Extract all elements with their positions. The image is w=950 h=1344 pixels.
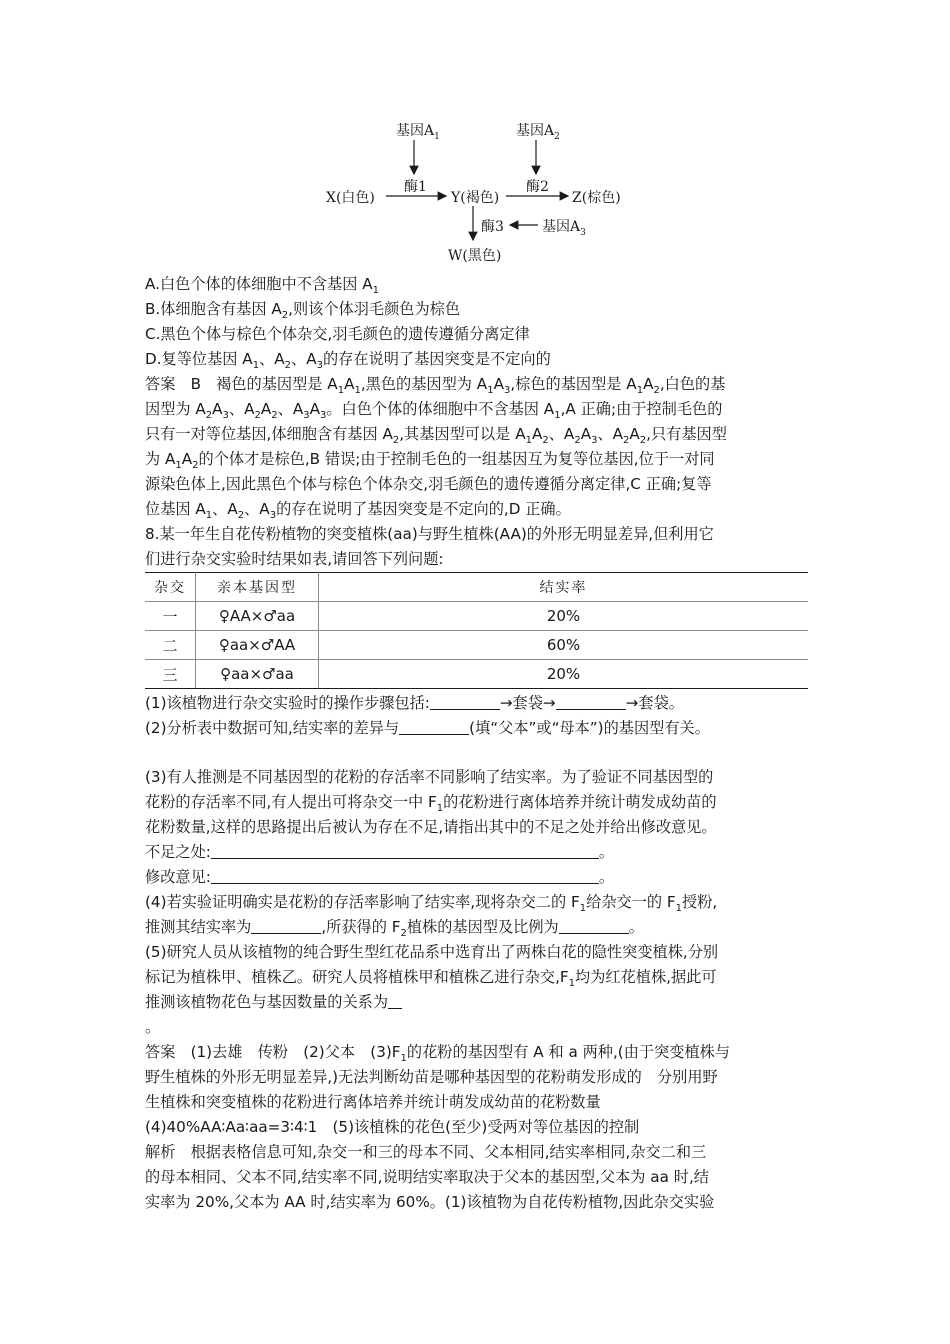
answer8-line3: 生植株和突变植株的花粉进行离体培养并统计萌发成幼苗的花粉数量	[145, 1093, 601, 1111]
enzyme3-label: 酶3	[481, 219, 504, 235]
answer7-line3: 只有一对等位基因,体细胞含有基因 $A_2$,其基因型可以是 $A_1A_2$、$A_2A_3$、$A_2A_2$,只有基因型	[145, 425, 727, 447]
q8-part5-line1: (5)研究人员从该植物的纯合野生型红花品系中选育出了两株白花的隐性突变植株,分别	[145, 943, 719, 961]
gene-pathway-diagram	[320, 112, 640, 272]
q8-part5-line2: 标记为植株甲、植株乙。研究人员将植株甲和植株乙进行杂交$,F_1$均为红花植株,据此可	[145, 968, 717, 990]
cell-genotype: ♀aa×♂AA	[196, 631, 319, 660]
answer7-line4: 为 $A_1A_2$的个体才是棕色,B 错误;由于控制毛色的一组基因互为复等位基因,位于一对同	[145, 450, 715, 472]
q8-part1: (1)该植物进行杂交实验时的操作步骤包括: →套袋→ →套袋。	[145, 694, 684, 712]
answer-blank[interactable]	[399, 718, 469, 735]
gene-a1-label: 基因$A_1$	[396, 123, 440, 142]
answer8-line2: 野生植株的外形无明显差异,)无法判断幼苗是哪种基因型的花粉萌发形成的 分别用野	[145, 1068, 718, 1086]
q8-part2: (2)分析表中数据可知,结实率的差异与 (填“父本”或“母本”)的基因型有关。	[145, 719, 710, 737]
table-row	[145, 660, 808, 689]
cell-cross: 一	[145, 602, 196, 631]
q8-part3-line2: 花粉的存活率不同,有人提出可将杂交一中 $F_1$的花粉进行离体培养并统计萌发成幼苗的	[145, 793, 717, 815]
w-black-label: W(黑色)	[448, 248, 502, 264]
cell-rate: 60%	[319, 631, 809, 660]
q8-part3-line1: (3)有人推测是不同基因型的花粉的存活率不同影响了结实率。为了验证不同基因型的	[145, 768, 714, 786]
gene-a2-label: 基因$A_2$	[516, 123, 560, 142]
enzyme1-label: 酶1	[404, 179, 427, 195]
answer-blank[interactable]	[251, 917, 321, 934]
enzyme2-label: 酶2	[526, 179, 549, 195]
q8-part4-line2: 推测其结实率为 ,所获得的 $F_2$植株的基因型及比例为 。	[145, 918, 644, 940]
y-brown-label: Y(褐色)	[451, 190, 500, 206]
q8-part3-line3: 花粉数量,这样的思路提出后被认为存在不足,请指出其中的不足之处并给出修改意见。	[145, 818, 717, 836]
cell-genotype: ♀AA×♂aa	[196, 602, 319, 631]
answer8-line1: 答案 (1)去雄 传粉 (2)父本 $(3)F_1$的花粉的基因型有 A 和 a 两种,(由于突变植株与	[145, 1043, 731, 1065]
cell-rate: 20%	[319, 660, 809, 689]
cell-cross: 二	[145, 631, 196, 660]
header-parent-genotype: 亲本基因型	[196, 573, 319, 602]
q8-stem-line2: 们进行杂交实验时结果如表,请回答下列问题:	[145, 550, 444, 568]
answer-blank[interactable]	[388, 992, 402, 1009]
q8-part3-suggestion: 修改意见: 。	[145, 868, 615, 886]
option-b: B.体细胞含有基因 $A_2$,则该个体羽毛颜色为棕色	[145, 300, 461, 322]
explanation-line1: 解析 根据表格信息可知,杂交一和三的母本不同、父本相同,结实率相同,杂交二和三	[145, 1143, 707, 1161]
q8-part5-line4: 。	[145, 1018, 161, 1036]
cell-genotype: ♀aa×♂aa	[196, 660, 319, 689]
table-header-row	[145, 573, 808, 602]
option-c: C.黑色个体与棕色个体杂交,羽毛颜色的遗传遵循分离定律	[145, 325, 530, 343]
table-row	[145, 631, 808, 660]
gene-a3-label: 基因$A_3$	[542, 219, 586, 238]
shortcoming-blank[interactable]	[211, 842, 599, 859]
answer7-line1: 答案 B 褐色的基因型是 $A_1A_1$,黑色的基因型为 $A_1A_3$,棕色的基因型是 $A_1A_2$,白色的基	[145, 375, 726, 397]
answer8-line4: (4)40%AA∶Aa∶aa=3∶4∶1 (5)该植株的花色(至少)受两对等位基因的控制	[145, 1118, 640, 1136]
table-row	[145, 602, 808, 631]
answer7-line6: 位基因 $A_1$、$A_2$、$A_3$的存在说明了基因突变是不定向的,D 正确。	[145, 500, 571, 522]
cell-rate: 20%	[319, 602, 809, 631]
option-d: D.复等位基因 $A_1$、$A_2$、$A_3$的存在说明了基因突变是不定向的	[145, 350, 551, 372]
q8-part4-line1: (4)若实验证明确实是花粉的存活率影响了结实率,现将杂交二的 $F_1$给杂交一的 $F_1$授粉,	[145, 893, 718, 915]
explanation-line3: 实率为 20%,父本为 AA 时,结实率为 60%。(1)该植物为自花传粉植物,因此杂交实验	[145, 1193, 715, 1211]
answer-blank[interactable]	[559, 917, 629, 934]
answer7-line5: 源染色体上,因此黑色个体与棕色个体杂交,羽毛颜色的遗传遵循分离定律,C 正确;复等	[145, 475, 712, 493]
answer7-line2: 因型为 $A_2A_3$、$A_2A_2$、$A_3A_3$。白色个体的体细胞中不含基因 $A_1,A$ 正确;由于控制毛色的	[145, 400, 723, 422]
option-a: A.白色个体的体细胞中不含基因 $A_1$	[145, 275, 379, 297]
z-tan-label: Z(棕色)	[572, 190, 621, 206]
answer-blank[interactable]	[430, 693, 500, 710]
q8-stem-line1: 8.某一年生自花传粉植物的突变植株(aa)与野生植株(AA)的外形无明显差异,但利用它	[145, 525, 714, 543]
q8-part5-line3: 推测该植物花色与基因数量的关系为	[145, 990, 402, 1014]
suggestion-blank[interactable]	[211, 867, 599, 884]
cross-results-table	[145, 572, 808, 689]
header-cross: 杂交	[145, 573, 196, 602]
explanation-line2: 的母本相同、父本不同,结实率不同,说明结实率取决于父本的基因型,父本为 aa 时,结	[145, 1168, 709, 1186]
header-fruit-set-rate: 结实率	[319, 573, 809, 602]
cell-cross: 三	[145, 660, 196, 689]
answer-blank[interactable]	[556, 693, 626, 710]
q8-part3-shortcoming: 不足之处: 。	[145, 843, 615, 861]
x-white-label: X(白色)	[326, 190, 375, 206]
